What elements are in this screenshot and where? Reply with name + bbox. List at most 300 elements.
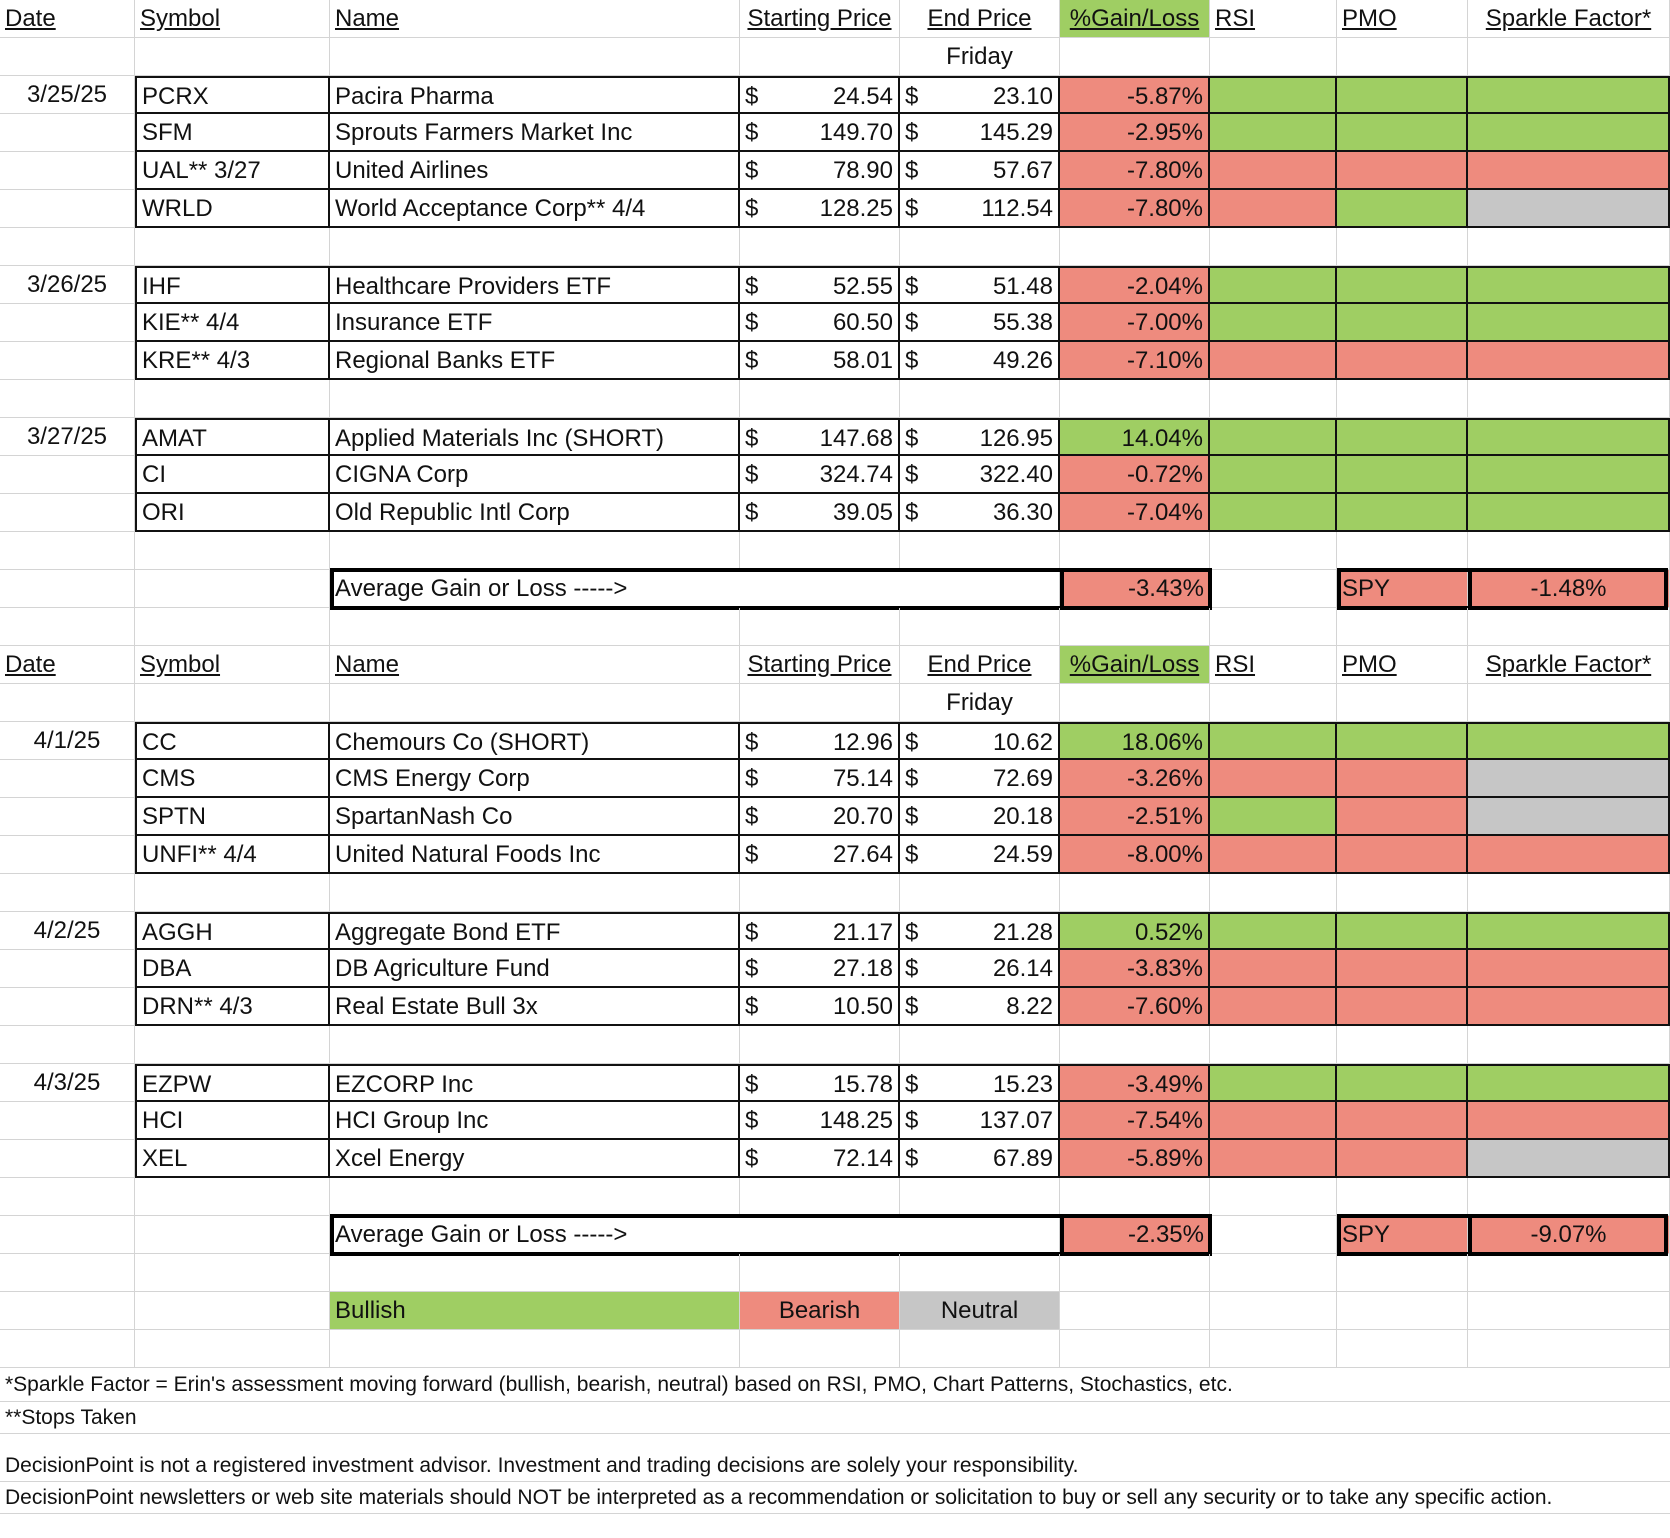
symbol-cell[interactable]: SPTN <box>135 798 330 836</box>
pmo-indicator[interactable] <box>1337 456 1468 494</box>
end-price-cell[interactable] <box>900 114 1060 152</box>
spy-value[interactable]: -1.48% <box>1468 570 1670 608</box>
empty-cell[interactable] <box>900 874 1060 912</box>
empty-cell[interactable] <box>1210 532 1337 570</box>
empty-cell[interactable] <box>1337 1330 1468 1368</box>
gain-loss-cell[interactable]: -7.10% <box>1060 342 1210 380</box>
pmo-indicator[interactable] <box>1337 988 1468 1026</box>
symbol-cell[interactable]: PCRX <box>135 76 330 114</box>
sparkle-indicator[interactable] <box>1468 836 1670 874</box>
gain-loss-cell[interactable]: -5.89% <box>1060 1140 1210 1178</box>
average-label[interactable]: Average Gain or Loss -----> <box>330 570 1060 608</box>
empty-cell[interactable] <box>330 608 740 646</box>
pmo-indicator[interactable] <box>1337 190 1468 228</box>
empty-cell[interactable] <box>740 874 900 912</box>
starting-price-cell[interactable] <box>740 456 900 494</box>
empty-cell[interactable] <box>1060 38 1210 76</box>
date-cell[interactable]: 4/1/25 <box>0 722 135 760</box>
header-starting-price[interactable]: Starting Price <box>740 646 900 684</box>
empty-cell[interactable] <box>1337 38 1468 76</box>
empty-cell[interactable] <box>1468 608 1670 646</box>
empty-cell[interactable] <box>900 1026 1060 1064</box>
disclaimer-line-2[interactable]: DecisionPoint newsletters or web site materials should NOT be interpreted as a recommendation or solicitation to buy or sell any security or to take any specific action. <box>0 1482 1670 1514</box>
name-cell[interactable]: Regional Banks ETF <box>330 342 740 380</box>
empty-cell[interactable] <box>135 1254 330 1292</box>
empty-cell[interactable] <box>1337 532 1468 570</box>
starting-price-cell[interactable] <box>740 722 900 760</box>
spy-label[interactable]: SPY <box>1337 570 1468 608</box>
rsi-indicator[interactable] <box>1210 722 1337 760</box>
empty-cell[interactable] <box>900 608 1060 646</box>
empty-cell[interactable] <box>900 1178 1060 1216</box>
pmo-indicator[interactable] <box>1337 798 1468 836</box>
gain-loss-cell[interactable]: -7.80% <box>1060 152 1210 190</box>
empty-cell[interactable] <box>135 874 330 912</box>
empty-cell[interactable] <box>135 228 330 266</box>
header-friday[interactable]: Friday <box>900 38 1060 76</box>
empty-cell[interactable] <box>1468 1330 1670 1368</box>
empty-cell[interactable] <box>1337 1026 1468 1064</box>
rsi-indicator[interactable] <box>1210 266 1337 304</box>
empty-cell[interactable] <box>1210 684 1337 722</box>
end-price-cell[interactable] <box>900 1102 1060 1140</box>
empty-cell[interactable] <box>1337 1254 1468 1292</box>
empty-cell[interactable] <box>740 608 900 646</box>
date-cell[interactable]: 3/27/25 <box>0 418 135 456</box>
name-cell[interactable]: SpartanNash Co <box>330 798 740 836</box>
empty-cell[interactable] <box>1468 380 1670 418</box>
rsi-indicator[interactable] <box>1210 152 1337 190</box>
empty-cell[interactable] <box>135 1330 330 1368</box>
empty-cell[interactable] <box>0 570 135 608</box>
starting-price-cell[interactable] <box>740 418 900 456</box>
legend-neutral[interactable]: Neutral <box>900 1292 1060 1330</box>
pmo-indicator[interactable] <box>1337 114 1468 152</box>
end-price-cell[interactable] <box>900 494 1060 532</box>
empty-cell[interactable] <box>900 228 1060 266</box>
end-price-cell[interactable] <box>900 152 1060 190</box>
header-gain-loss[interactable]: %Gain/Loss <box>1060 646 1210 684</box>
empty-cell[interactable] <box>330 1254 740 1292</box>
end-price-cell[interactable] <box>900 76 1060 114</box>
empty-cell[interactable] <box>1468 1292 1670 1330</box>
gain-loss-cell[interactable]: -2.95% <box>1060 114 1210 152</box>
empty-cell[interactable] <box>740 532 900 570</box>
date-cell[interactable]: 3/25/25 <box>0 76 135 114</box>
empty-cell[interactable] <box>1060 684 1210 722</box>
name-cell[interactable]: United Airlines <box>330 152 740 190</box>
end-price-cell[interactable] <box>900 988 1060 1026</box>
sparkle-indicator[interactable] <box>1468 1140 1670 1178</box>
date-cell[interactable] <box>0 342 135 380</box>
date-cell[interactable] <box>0 456 135 494</box>
empty-cell[interactable] <box>740 1178 900 1216</box>
starting-price-cell[interactable] <box>740 76 900 114</box>
empty-cell[interactable] <box>0 1330 135 1368</box>
sparkle-indicator[interactable] <box>1468 114 1670 152</box>
date-cell[interactable] <box>0 836 135 874</box>
empty-cell[interactable] <box>900 1330 1060 1368</box>
empty-cell[interactable] <box>0 1216 135 1254</box>
empty-cell[interactable] <box>1210 228 1337 266</box>
empty-cell[interactable] <box>1210 608 1337 646</box>
empty-cell[interactable] <box>900 1254 1060 1292</box>
header-name[interactable]: Name <box>330 646 740 684</box>
date-cell[interactable] <box>0 798 135 836</box>
pmo-indicator[interactable] <box>1337 912 1468 950</box>
empty-cell[interactable] <box>900 532 1060 570</box>
rsi-indicator[interactable] <box>1210 494 1337 532</box>
empty-cell[interactable] <box>900 380 1060 418</box>
pmo-indicator[interactable] <box>1337 1140 1468 1178</box>
end-price-cell[interactable] <box>900 950 1060 988</box>
gain-loss-cell[interactable]: -0.72% <box>1060 456 1210 494</box>
gain-loss-cell[interactable]: 18.06% <box>1060 722 1210 760</box>
empty-cell[interactable] <box>135 380 330 418</box>
symbol-cell[interactable]: UNFI** 4/4 <box>135 836 330 874</box>
empty-cell[interactable] <box>1060 1292 1210 1330</box>
symbol-cell[interactable]: HCI <box>135 1102 330 1140</box>
empty-cell[interactable] <box>1060 532 1210 570</box>
empty-cell[interactable] <box>1060 608 1210 646</box>
empty-cell[interactable] <box>1210 1026 1337 1064</box>
gain-loss-cell[interactable]: -8.00% <box>1060 836 1210 874</box>
empty-cell[interactable] <box>1468 1254 1670 1292</box>
date-cell[interactable]: 4/2/25 <box>0 912 135 950</box>
name-cell[interactable]: World Acceptance Corp** 4/4 <box>330 190 740 228</box>
symbol-cell[interactable]: XEL <box>135 1140 330 1178</box>
rsi-indicator[interactable] <box>1210 760 1337 798</box>
header-symbol[interactable]: Symbol <box>135 646 330 684</box>
end-price-cell[interactable] <box>900 342 1060 380</box>
name-cell[interactable]: Chemours Co (SHORT) <box>330 722 740 760</box>
sparkle-indicator[interactable] <box>1468 1102 1670 1140</box>
end-price-cell[interactable] <box>900 456 1060 494</box>
note-sparkle-factor[interactable]: *Sparkle Factor = Erin's assessment moving forward (bullish, bearish, neutral) based on RSI, PMO, Chart Patterns, Stochastics, etc. <box>0 1368 1670 1402</box>
empty-cell[interactable] <box>135 1216 330 1254</box>
end-price-cell[interactable] <box>900 760 1060 798</box>
name-cell[interactable]: CIGNA Corp <box>330 456 740 494</box>
header-symbol[interactable]: Symbol <box>135 0 330 38</box>
spy-value[interactable]: -9.07% <box>1468 1216 1670 1254</box>
name-cell[interactable]: HCI Group Inc <box>330 1102 740 1140</box>
empty-cell[interactable] <box>1210 1178 1337 1216</box>
empty-cell[interactable] <box>330 684 740 722</box>
gain-loss-cell[interactable]: -2.04% <box>1060 266 1210 304</box>
starting-price-cell[interactable] <box>740 494 900 532</box>
empty-cell[interactable] <box>0 228 135 266</box>
pmo-indicator[interactable] <box>1337 760 1468 798</box>
name-cell[interactable]: Real Estate Bull 3x <box>330 988 740 1026</box>
pmo-indicator[interactable] <box>1337 152 1468 190</box>
date-cell[interactable] <box>0 304 135 342</box>
empty-cell[interactable] <box>1337 228 1468 266</box>
empty-cell[interactable] <box>0 1254 135 1292</box>
rsi-indicator[interactable] <box>1210 1064 1337 1102</box>
empty-cell[interactable] <box>1210 38 1337 76</box>
starting-price-cell[interactable] <box>740 912 900 950</box>
empty-cell[interactable] <box>135 608 330 646</box>
date-cell[interactable] <box>0 114 135 152</box>
legend-bearish[interactable]: Bearish <box>740 1292 900 1330</box>
empty-cell[interactable] <box>0 608 135 646</box>
header-gain-loss[interactable]: %Gain/Loss <box>1060 0 1210 38</box>
gain-loss-cell[interactable]: -7.54% <box>1060 1102 1210 1140</box>
symbol-cell[interactable]: ORI <box>135 494 330 532</box>
empty-cell[interactable] <box>0 1292 135 1330</box>
symbol-cell[interactable]: CI <box>135 456 330 494</box>
empty-cell[interactable] <box>740 1330 900 1368</box>
empty-cell[interactable] <box>1337 608 1468 646</box>
name-cell[interactable]: Sprouts Farmers Market Inc <box>330 114 740 152</box>
name-cell[interactable]: CMS Energy Corp <box>330 760 740 798</box>
sparkle-indicator[interactable] <box>1468 1064 1670 1102</box>
sparkle-indicator[interactable] <box>1468 418 1670 456</box>
rsi-indicator[interactable] <box>1210 418 1337 456</box>
sparkle-indicator[interactable] <box>1468 342 1670 380</box>
rsi-indicator[interactable] <box>1210 190 1337 228</box>
empty-cell[interactable] <box>330 532 740 570</box>
starting-price-cell[interactable] <box>740 304 900 342</box>
date-cell[interactable] <box>0 1102 135 1140</box>
rsi-indicator[interactable] <box>1210 1102 1337 1140</box>
sparkle-indicator[interactable] <box>1468 266 1670 304</box>
pmo-indicator[interactable] <box>1337 950 1468 988</box>
name-cell[interactable]: DB Agriculture Fund <box>330 950 740 988</box>
symbol-cell[interactable]: CMS <box>135 760 330 798</box>
symbol-cell[interactable]: KRE** 4/3 <box>135 342 330 380</box>
end-price-cell[interactable] <box>900 836 1060 874</box>
sparkle-indicator[interactable] <box>1468 988 1670 1026</box>
empty-cell[interactable] <box>1468 874 1670 912</box>
empty-cell[interactable] <box>1337 874 1468 912</box>
date-cell[interactable]: 4/3/25 <box>0 1064 135 1102</box>
empty-cell[interactable] <box>0 874 135 912</box>
empty-cell[interactable] <box>1337 1178 1468 1216</box>
name-cell[interactable]: EZCORP Inc <box>330 1064 740 1102</box>
empty-cell[interactable] <box>0 380 135 418</box>
starting-price-cell[interactable] <box>740 1064 900 1102</box>
starting-price-cell[interactable] <box>740 152 900 190</box>
average-value[interactable]: -2.35% <box>1060 1216 1210 1254</box>
name-cell[interactable]: United Natural Foods Inc <box>330 836 740 874</box>
empty-cell[interactable] <box>1060 874 1210 912</box>
rsi-indicator[interactable] <box>1210 798 1337 836</box>
empty-cell[interactable] <box>740 1026 900 1064</box>
empty-cell[interactable] <box>1060 228 1210 266</box>
empty-cell[interactable] <box>1337 684 1468 722</box>
name-cell[interactable]: Healthcare Providers ETF <box>330 266 740 304</box>
sparkle-indicator[interactable] <box>1468 722 1670 760</box>
symbol-cell[interactable]: AGGH <box>135 912 330 950</box>
empty-cell[interactable] <box>135 532 330 570</box>
end-price-cell[interactable] <box>900 1064 1060 1102</box>
pmo-indicator[interactable] <box>1337 342 1468 380</box>
empty-cell[interactable] <box>740 1254 900 1292</box>
empty-cell[interactable] <box>1060 1254 1210 1292</box>
symbol-cell[interactable]: SFM <box>135 114 330 152</box>
empty-cell[interactable] <box>1210 874 1337 912</box>
disclaimer-line-1[interactable]: DecisionPoint is not a registered investment advisor. Investment and trading decisions are solely your responsibility. <box>0 1450 1670 1482</box>
pmo-indicator[interactable] <box>1337 304 1468 342</box>
starting-price-cell[interactable] <box>740 950 900 988</box>
pmo-indicator[interactable] <box>1337 836 1468 874</box>
header-end-price[interactable]: End Price <box>900 646 1060 684</box>
empty-cell[interactable] <box>1060 1178 1210 1216</box>
header-end-price[interactable]: End Price <box>900 0 1060 38</box>
header-rsi[interactable]: RSI <box>1210 646 1337 684</box>
empty-cell[interactable] <box>1468 228 1670 266</box>
empty-cell[interactable] <box>135 38 330 76</box>
empty-cell[interactable] <box>330 1026 740 1064</box>
date-cell[interactable] <box>0 1140 135 1178</box>
symbol-cell[interactable]: DRN** 4/3 <box>135 988 330 1026</box>
empty-cell[interactable] <box>330 228 740 266</box>
empty-cell[interactable] <box>330 380 740 418</box>
date-cell[interactable] <box>0 494 135 532</box>
name-cell[interactable]: Xcel Energy <box>330 1140 740 1178</box>
note-stops-taken[interactable]: **Stops Taken <box>0 1402 1670 1434</box>
starting-price-cell[interactable] <box>740 266 900 304</box>
gain-loss-cell[interactable]: -5.87% <box>1060 76 1210 114</box>
pmo-indicator[interactable] <box>1337 722 1468 760</box>
header-friday[interactable]: Friday <box>900 684 1060 722</box>
empty-cell[interactable] <box>135 1178 330 1216</box>
empty-cell[interactable] <box>740 228 900 266</box>
empty-cell[interactable] <box>330 1330 740 1368</box>
empty-cell[interactable] <box>1210 1216 1337 1254</box>
sparkle-indicator[interactable] <box>1468 190 1670 228</box>
rsi-indicator[interactable] <box>1210 912 1337 950</box>
average-value[interactable]: -3.43% <box>1060 570 1210 608</box>
empty-cell[interactable] <box>1060 1330 1210 1368</box>
sparkle-indicator[interactable] <box>1468 304 1670 342</box>
empty-cell[interactable] <box>135 1026 330 1064</box>
pmo-indicator[interactable] <box>1337 1064 1468 1102</box>
rsi-indicator[interactable] <box>1210 114 1337 152</box>
name-cell[interactable]: Pacira Pharma <box>330 76 740 114</box>
header-date[interactable]: Date <box>0 0 135 38</box>
gain-loss-cell[interactable]: 0.52% <box>1060 912 1210 950</box>
empty-cell[interactable] <box>1468 38 1670 76</box>
symbol-cell[interactable]: CC <box>135 722 330 760</box>
name-cell[interactable]: Old Republic Intl Corp <box>330 494 740 532</box>
pmo-indicator[interactable] <box>1337 418 1468 456</box>
sparkle-indicator[interactable] <box>1468 950 1670 988</box>
rsi-indicator[interactable] <box>1210 342 1337 380</box>
sparkle-indicator[interactable] <box>1468 152 1670 190</box>
name-cell[interactable]: Aggregate Bond ETF <box>330 912 740 950</box>
end-price-cell[interactable] <box>900 266 1060 304</box>
gain-loss-cell[interactable]: -7.00% <box>1060 304 1210 342</box>
date-cell[interactable] <box>0 760 135 798</box>
empty-cell[interactable] <box>135 1292 330 1330</box>
empty-cell[interactable] <box>0 1026 135 1064</box>
date-cell[interactable]: 3/26/25 <box>0 266 135 304</box>
empty-cell[interactable] <box>1337 1292 1468 1330</box>
starting-price-cell[interactable] <box>740 1140 900 1178</box>
empty-cell[interactable] <box>1210 1292 1337 1330</box>
pmo-indicator[interactable] <box>1337 266 1468 304</box>
sparkle-indicator[interactable] <box>1468 760 1670 798</box>
pmo-indicator[interactable] <box>1337 1102 1468 1140</box>
header-sparkle-factor[interactable]: Sparkle Factor* <box>1468 646 1670 684</box>
starting-price-cell[interactable] <box>740 190 900 228</box>
starting-price-cell[interactable] <box>740 114 900 152</box>
header-pmo[interactable]: PMO <box>1337 0 1468 38</box>
starting-price-cell[interactable] <box>740 342 900 380</box>
header-sparkle-factor[interactable]: Sparkle Factor* <box>1468 0 1670 38</box>
empty-cell[interactable] <box>1468 684 1670 722</box>
symbol-cell[interactable]: UAL** 3/27 <box>135 152 330 190</box>
empty-cell[interactable] <box>0 684 135 722</box>
starting-price-cell[interactable] <box>740 760 900 798</box>
spy-label[interactable]: SPY <box>1337 1216 1468 1254</box>
date-cell[interactable] <box>0 190 135 228</box>
empty-cell[interactable] <box>740 38 900 76</box>
empty-cell[interactable] <box>1337 380 1468 418</box>
sparkle-indicator[interactable] <box>1468 912 1670 950</box>
sparkle-indicator[interactable] <box>1468 798 1670 836</box>
end-price-cell[interactable] <box>900 798 1060 836</box>
starting-price-cell[interactable] <box>740 988 900 1026</box>
gain-loss-cell[interactable]: -3.49% <box>1060 1064 1210 1102</box>
sparkle-indicator[interactable] <box>1468 456 1670 494</box>
gain-loss-cell[interactable]: -7.60% <box>1060 988 1210 1026</box>
empty-cell[interactable] <box>0 38 135 76</box>
end-price-cell[interactable] <box>900 304 1060 342</box>
symbol-cell[interactable]: WRLD <box>135 190 330 228</box>
symbol-cell[interactable]: DBA <box>135 950 330 988</box>
end-price-cell[interactable] <box>900 912 1060 950</box>
header-rsi[interactable]: RSI <box>1210 0 1337 38</box>
rsi-indicator[interactable] <box>1210 1140 1337 1178</box>
sparkle-indicator[interactable] <box>1468 76 1670 114</box>
empty-cell[interactable] <box>330 1178 740 1216</box>
gain-loss-cell[interactable]: -7.80% <box>1060 190 1210 228</box>
symbol-cell[interactable]: EZPW <box>135 1064 330 1102</box>
symbol-cell[interactable]: KIE** 4/4 <box>135 304 330 342</box>
empty-cell[interactable] <box>740 380 900 418</box>
pmo-indicator[interactable] <box>1337 76 1468 114</box>
gain-loss-cell[interactable]: -3.26% <box>1060 760 1210 798</box>
rsi-indicator[interactable] <box>1210 456 1337 494</box>
empty-cell[interactable] <box>1210 570 1337 608</box>
legend-bullish[interactable]: Bullish <box>330 1292 740 1330</box>
empty-cell[interactable] <box>1468 1026 1670 1064</box>
date-cell[interactable] <box>0 988 135 1026</box>
empty-cell[interactable] <box>1210 380 1337 418</box>
average-label[interactable]: Average Gain or Loss -----> <box>330 1216 1060 1254</box>
header-starting-price[interactable]: Starting Price <box>740 0 900 38</box>
end-price-cell[interactable] <box>900 190 1060 228</box>
end-price-cell[interactable] <box>900 1140 1060 1178</box>
gain-loss-cell[interactable]: -3.83% <box>1060 950 1210 988</box>
rsi-indicator[interactable] <box>1210 988 1337 1026</box>
name-cell[interactable]: Applied Materials Inc (SHORT) <box>330 418 740 456</box>
rsi-indicator[interactable] <box>1210 304 1337 342</box>
gain-loss-cell[interactable]: -7.04% <box>1060 494 1210 532</box>
empty-cell[interactable] <box>0 532 135 570</box>
header-date[interactable]: Date <box>0 646 135 684</box>
rsi-indicator[interactable] <box>1210 950 1337 988</box>
rsi-indicator[interactable] <box>1210 76 1337 114</box>
empty-cell[interactable] <box>1060 1026 1210 1064</box>
end-price-cell[interactable] <box>900 722 1060 760</box>
empty-cell[interactable] <box>1468 1178 1670 1216</box>
header-name[interactable]: Name <box>330 0 740 38</box>
header-pmo[interactable]: PMO <box>1337 646 1468 684</box>
